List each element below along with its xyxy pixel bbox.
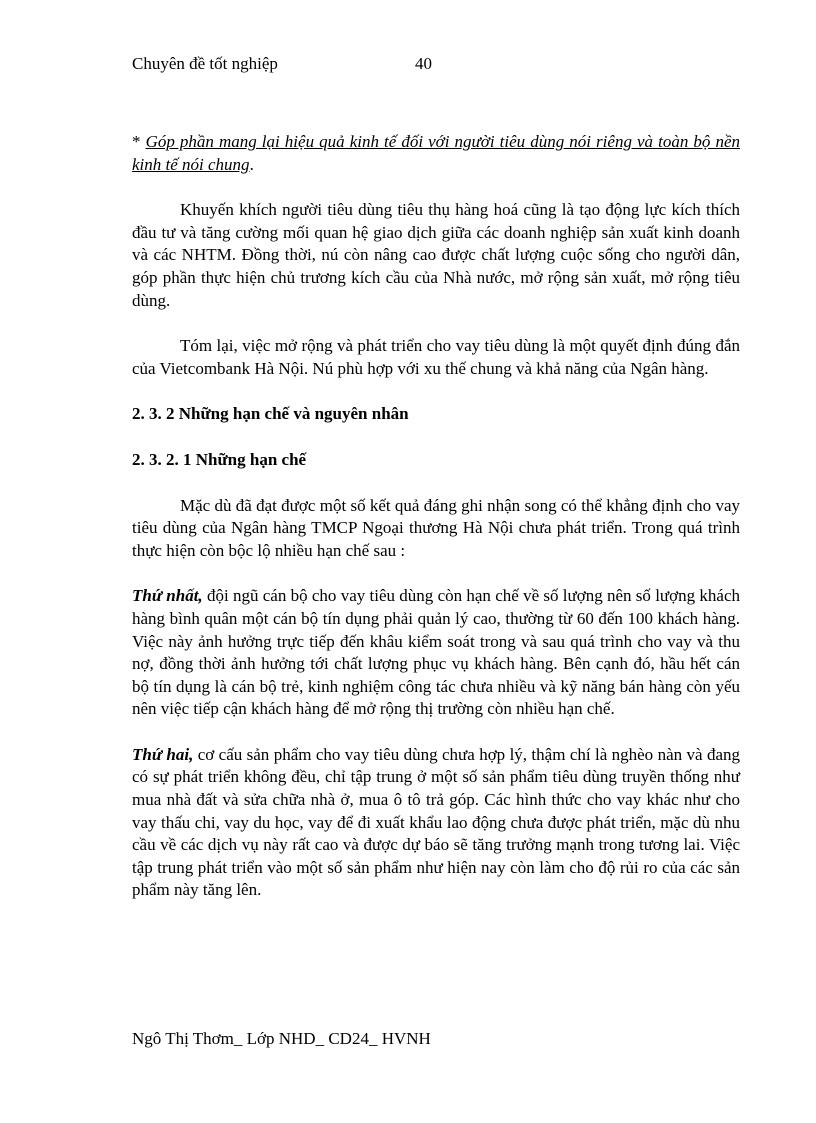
paragraph-second-limitation	[132, 744, 740, 902]
paragraph-limitations-intro: Mặc dù đã đạt được một số kết quả đáng ghi nhận song có thể khẳng định cho vay tiêu dùng của Ngân hàng TMCP Ngoại thương Hà Nội chưa phát triển. Trong quá trình thực hiện còn bộc lộ nhiều hạn chế sau :	[132, 495, 740, 560]
second-lead: Thứ hai,	[132, 744, 194, 764]
subsection-heading: 2. 3. 2. 1 Những hạn chế	[132, 449, 307, 469]
bullet-marker: *	[132, 132, 146, 151]
paragraph-consumer-stimulus: Khuyến khích người tiêu dùng tiêu thụ hàng hoá cũng là tạo động lực kích thích đầu tư và tăng cường mối quan hệ giao dịch giữa các doanh nghiệp sản xuất kinh doanh và các NHTM. Đồng thời, nú còn nâng cao được chất lượng cuộc sống cho người dân, góp phần thực hiện chủ trương kích cầu của Nhà nước, mở rộng sản xuất, mở rộng tiêu dùng.	[132, 200, 740, 310]
bullet-suffix: .	[249, 154, 254, 174]
paragraph-summary: Tóm lại, việc mở rộng và phát triển cho vay tiêu dùng là một quyết định đúng đắn của Vietcombank Hà Nội. Nú phù hợp với xu thế chung và khả năng của Ngân hàng.	[132, 336, 740, 378]
page-footer: Ngô Thị Thơm_ Lớp NHD_ CD24_ HVNH	[132, 1029, 431, 1048]
page-content	[132, 131, 740, 925]
second-text: cơ cấu sản phẩm cho vay tiêu dùng chưa hợp lý, thậm chí là nghèo nàn và đang có sự phát triển không đều, chỉ tập trung ở một số sản phẩm tiêu dùng truyền thống như mua nhà đất và sửa chữa nhà ở, mua ô tô trả góp. Các hình thức cho vay khác như cho vay thấu chi, vay du học, vay để đi xuất khẩu lao động chưa được phát triển, mặc dù nhu cầu về các dịch vụ này rất cao và được dự báo sẽ tăng trưởng mạnh trong tương lai. Việc tập trung phát triển vào một số sản phẩm như hiện nay còn làm cho độ rủi ro của các sản phẩm này tăng lên.	[132, 744, 740, 900]
first-text: đội ngũ cán bộ cho vay tiêu dùng còn hạn chế về số lượng nên số lượng khách hàng bình quân một cán bộ tín dụng phải quản lý cao, thường từ 60 đến 100 khách hàng. Việc này ảnh hưởng trực tiếp đến khâu kiểm soát trong và sau quá trình cho vay và thu nợ, đồng thời ảnh hưởng tới chất lượng phục vụ khách hàng. Bên cạnh đó, hầu hết cán bộ tín dụng là cán bộ trẻ, kinh nghiệm công tác chưa nhiều và kỹ năng bán hàng còn yếu nên việc tiếp cận khách hàng để mở rộng thị trường còn nhiều hạn chế.	[132, 586, 740, 719]
bullet-heading: Góp phần mang lại hiệu quả kinh tế đối với người tiêu dùng nói riêng và toàn bộ nền kinh tế nói chung	[132, 132, 740, 174]
first-lead: Thứ nhất,	[132, 586, 203, 606]
section-heading: 2. 3. 2 Những hạn chế và nguyên nhân	[132, 404, 409, 424]
paragraph-first-limitation	[132, 585, 740, 721]
document-title: Chuyên đề tốt nghiệp	[132, 54, 278, 73]
page-number: 40	[415, 54, 432, 73]
bullet-paragraph	[132, 131, 740, 176]
page-header	[132, 53, 732, 77]
